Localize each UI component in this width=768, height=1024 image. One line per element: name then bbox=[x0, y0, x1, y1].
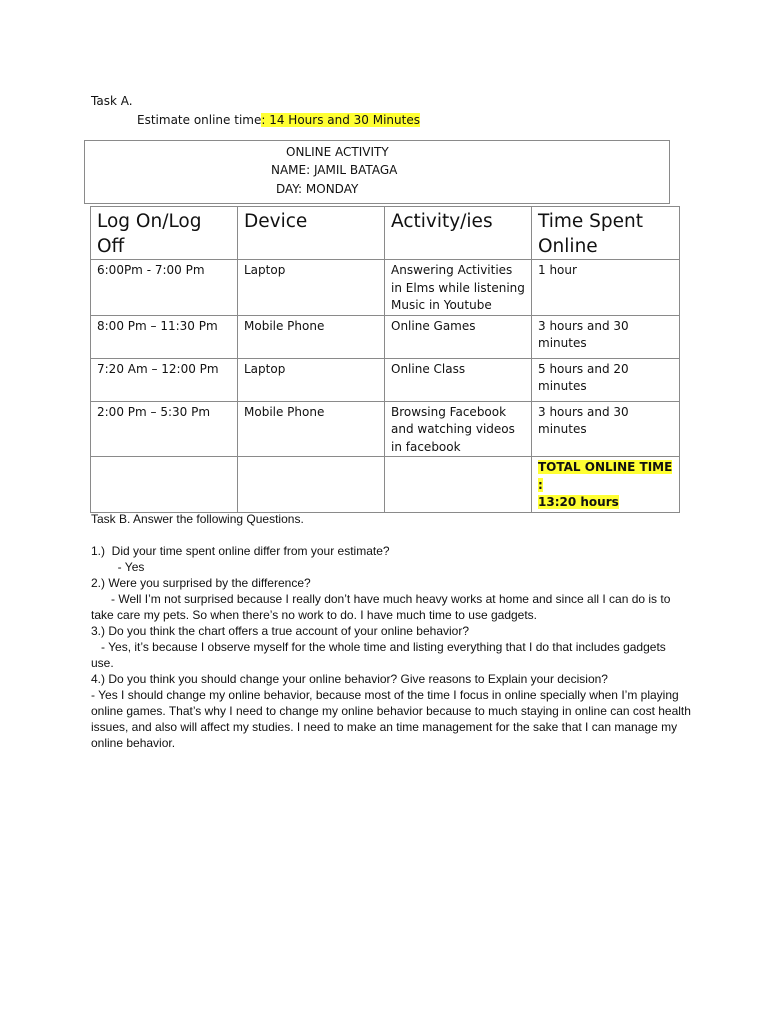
table-cell: Online Games bbox=[385, 315, 532, 358]
table-cell: 7:20 Am – 12:00 Pm bbox=[91, 358, 238, 401]
activity-header-box bbox=[84, 140, 670, 204]
header-title: ONLINE ACTIVITY bbox=[286, 145, 389, 159]
table-cell-empty bbox=[91, 457, 238, 513]
header-day: DAY: MONDAY bbox=[276, 182, 359, 196]
answer-4: - Yes I should change my online behavior, because most of the time I focus in online specially when I’m playing online games. That’s why I need to change my online behavior because to much staying in online can cost health issues, and also will affect my studies. I need to make an time management for the sake that I can manage my online behavior. bbox=[91, 688, 695, 750]
table-cell: Answering Activities in Elms while listening Music in Youtube bbox=[385, 260, 532, 316]
column-header-time: Time Spent Online bbox=[532, 207, 680, 260]
table-cell: 1 hour bbox=[532, 260, 680, 316]
table-cell: 6:00Pm - 7:00 Pm bbox=[91, 260, 238, 316]
header-name: NAME: JAMIL BATAGA bbox=[271, 163, 398, 177]
table-cell: Mobile Phone bbox=[238, 315, 385, 358]
total-value: 13:20 hours bbox=[538, 495, 619, 509]
column-header-log: Log On/Log Off bbox=[91, 207, 238, 260]
table-cell: Mobile Phone bbox=[238, 401, 385, 457]
estimate-prefix: Estimate online time bbox=[137, 113, 262, 127]
question-1: 1.) Did your time spent online differ from your estimate? bbox=[91, 544, 390, 558]
answer-2: - Well I’m not surprised because I really don’t have much heavy works at home and since all I can do is to take care my pets. So when there’s no work to do. I have much time to use gadgets. bbox=[91, 592, 674, 622]
question-2: 2.) Were you surprised by the difference? bbox=[91, 576, 311, 590]
column-header-activity: Activity/ies bbox=[385, 207, 532, 260]
table-cell-empty bbox=[385, 457, 532, 513]
table-cell: 5 hours and 20 minutes bbox=[532, 358, 680, 401]
spacer bbox=[91, 527, 691, 543]
table-cell: Online Class bbox=[385, 358, 532, 401]
column-header-device: Device bbox=[238, 207, 385, 260]
task-b-heading: Task B. Answer the following Questions. bbox=[91, 512, 304, 526]
table-cell: 3 hours and 30 minutes bbox=[532, 401, 680, 457]
table-cell: Laptop bbox=[238, 260, 385, 316]
task-a-label: Task A. bbox=[91, 94, 133, 108]
table-cell: 3 hours and 30 minutes bbox=[532, 315, 680, 358]
table-cell-empty bbox=[238, 457, 385, 513]
table-cell: 8:00 Pm – 11:30 Pm bbox=[91, 315, 238, 358]
table-row bbox=[91, 315, 680, 358]
task-b-section bbox=[91, 511, 695, 751]
table-cell: Laptop bbox=[238, 358, 385, 401]
table-row bbox=[91, 401, 680, 457]
answer-1: - Yes bbox=[91, 560, 145, 574]
question-4: 4.) Do you think you should change your online behavior? Give reasons to Explain your decision? bbox=[91, 672, 608, 686]
table-cell: Browsing Facebook and watching videos in facebook bbox=[385, 401, 532, 457]
table-row bbox=[91, 358, 680, 401]
total-label: TOTAL ONLINE TIME : bbox=[538, 460, 673, 492]
total-cell bbox=[532, 457, 680, 513]
answer-3: - Yes, it’s because I observe myself for the whole time and listing everything that I do that includes gadgets use. bbox=[91, 640, 670, 670]
table-row bbox=[91, 260, 680, 316]
estimate-value: : 14 Hours and 30 Minutes bbox=[261, 113, 420, 127]
table-header-row bbox=[91, 207, 680, 260]
table-cell: 2:00 Pm – 5:30 Pm bbox=[91, 401, 238, 457]
activity-table bbox=[90, 206, 680, 513]
estimate-line bbox=[137, 113, 420, 127]
question-3: 3.) Do you think the chart offers a true account of your online behavior? bbox=[91, 624, 469, 638]
table-total-row bbox=[91, 457, 680, 513]
